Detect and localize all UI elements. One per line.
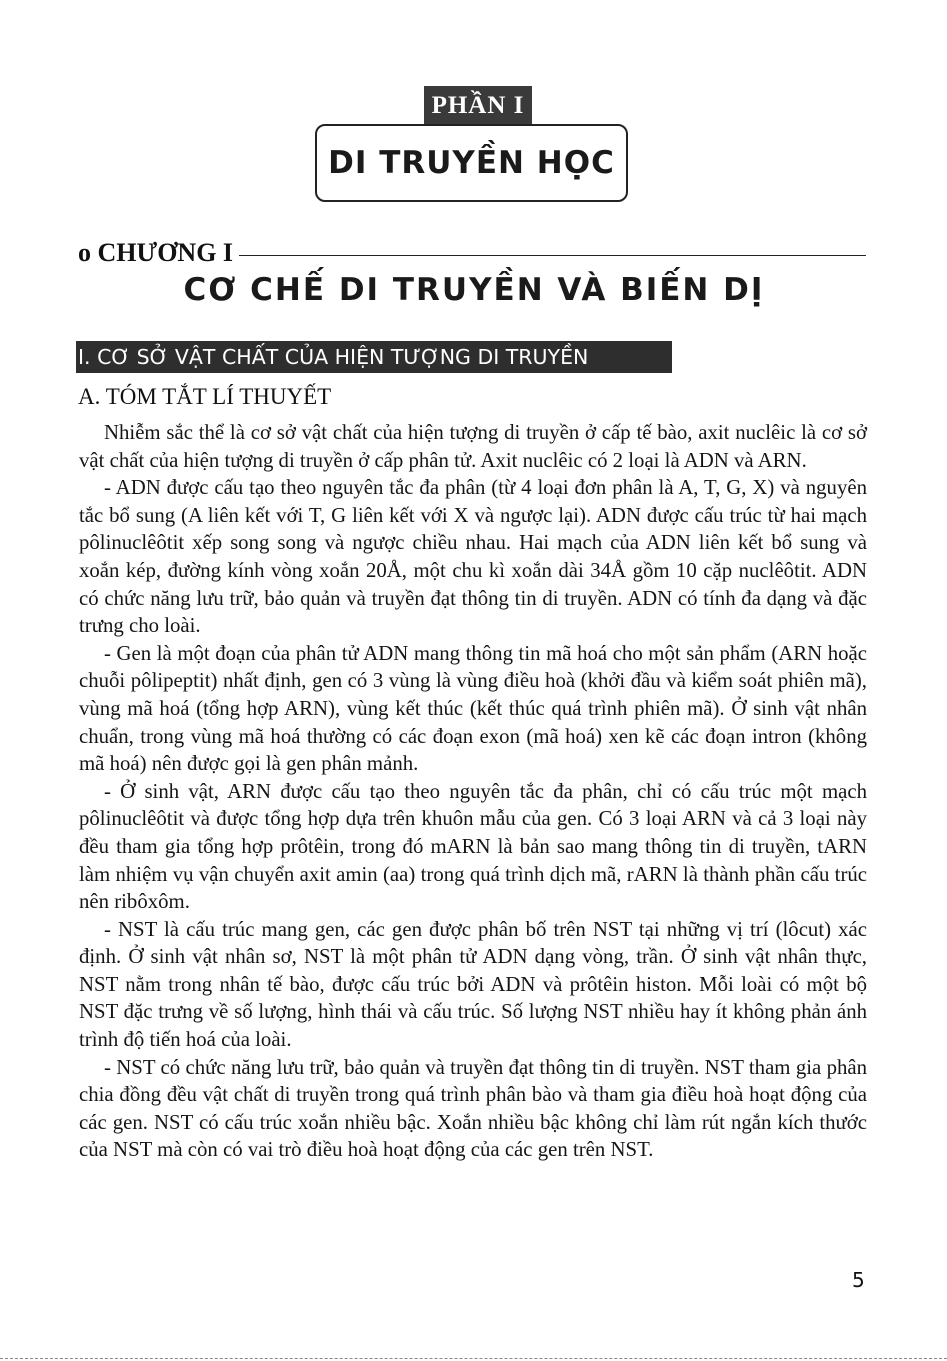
chapter-label: o CHƯƠNG I xyxy=(78,238,234,267)
paragraph: - NST là cấu trúc mang gen, các gen được phân bố trên NST tại những vị trí (lôcut) xác định. Ở sinh vật nhân sơ, NST là một phân tử ADN dạng vòng, trần. Ở sinh vật nhân thực, NST nằm trong nhân tế bào, được cấu trúc bởi ADN và prôtêin histon. Mỗi loài có một bộ NST đặc trưng về số lượng, hình thái và cấu trúc. Số lượng NST nhiều hay ít không phản ánh trình độ tiến hoá của loài. xyxy=(79,917,867,1052)
part-title: DI TRUYỀN HỌC xyxy=(328,145,615,181)
body-text xyxy=(79,419,867,1164)
paragraph: - ADN được cấu tạo theo nguyên tắc đa phân (từ 4 loại đơn phân là A, T, G, X) và nguyên tắc bổ sung (A liên kết với T, G liên kết với X và ngược lại). ADN được cấu trúc từ hai mạch pôlinuclêôtit xếp song song và ngược chiều nhau. Hai mạch của ADN liên kết bổ sung và xoắn kép, đường kính vòng xoắn 20Å, một chu kì xoắn dài 34Å gồm 10 cặp nuclêôtit. ADN có chức năng lưu trữ, bảo quản và truyền đạt thông tin di truyền. ADN có tính đa dạng và đặc trưng cho loài. xyxy=(79,476,867,638)
page-bottom-divider xyxy=(0,1358,947,1359)
section-title: I. CƠ SỞ VẬT CHẤT CỦA HIỆN TƯỢNG DI TRUYỀN xyxy=(76,341,672,373)
paragraph: - NST có chức năng lưu trữ, bảo quản và truyền đạt thông tin di truyền. NST tham gia phân chia đồng đều vật chất di truyền trong quá trình phân bào và tham gia điều hoà hoạt động của các gen. NST có cấu trúc xoắn nhiều bậc. Xoắn nhiều bậc không chỉ làm rút ngắn kích thước của NST mà còn có vai trò điều hoà hoạt động của các gen trên NST. xyxy=(79,1055,867,1162)
chapter-heading xyxy=(78,228,866,268)
paragraph: - Ở sinh vật, ARN được cấu tạo theo nguyên tắc đa phân, chỉ có cấu trúc một mạch pôlinuclêôtit và được tổng hợp dựa trên khuôn mẫu của gen. Có 3 loại ARN và cả 3 loại này đều tham gia tổng hợp prôtêin, trong đó mARN là bản sao mang thông tin di truyền, tARN làm nhiệm vụ vận chuyển axit amin (aa) trong quá trình dịch mã, rARN là thành phần cấu trúc nên ribôxôm. xyxy=(79,779,867,914)
paragraph: Nhiễm sắc thể là cơ sở vật chất của hiện tượng di truyền ở cấp tế bào, axit nuclêic là cơ sở vật chất của hiện tượng di truyền ở cấp phân tử. Axit nuclêic có 2 loại là ADN và ARN. xyxy=(79,421,867,472)
part-label: PHẦN I xyxy=(424,86,532,126)
chapter-title: CƠ CHẾ DI TRUYỀN VÀ BIẾN DỊ xyxy=(183,272,765,308)
part-title-box xyxy=(315,124,628,202)
page-number: 5 xyxy=(852,1268,865,1292)
paragraph: - Gen là một đoạn của phân tử ADN mang thông tin mã hoá cho một sản phẩm (ARN hoặc chuỗi pôlipeptit) nhất định, gen có 3 vùng là vùng điều hoà (khởi đầu và kiểm soát phiên mã), vùng mã hoá (tổng hợp ARN), vùng kết thúc (kết thúc quá trình phiên mã). Ở sinh vật nhân chuẩn, trong vùng mã hoá thường có các đoạn exon (mã hoá) xen kẽ các đoạn intron (không mã hoá) nên được gọi là gen phân mảnh. xyxy=(79,641,867,776)
chapter-divider xyxy=(239,255,866,256)
section-subheading: A. TÓM TẮT LÍ THUYẾT xyxy=(78,384,332,409)
